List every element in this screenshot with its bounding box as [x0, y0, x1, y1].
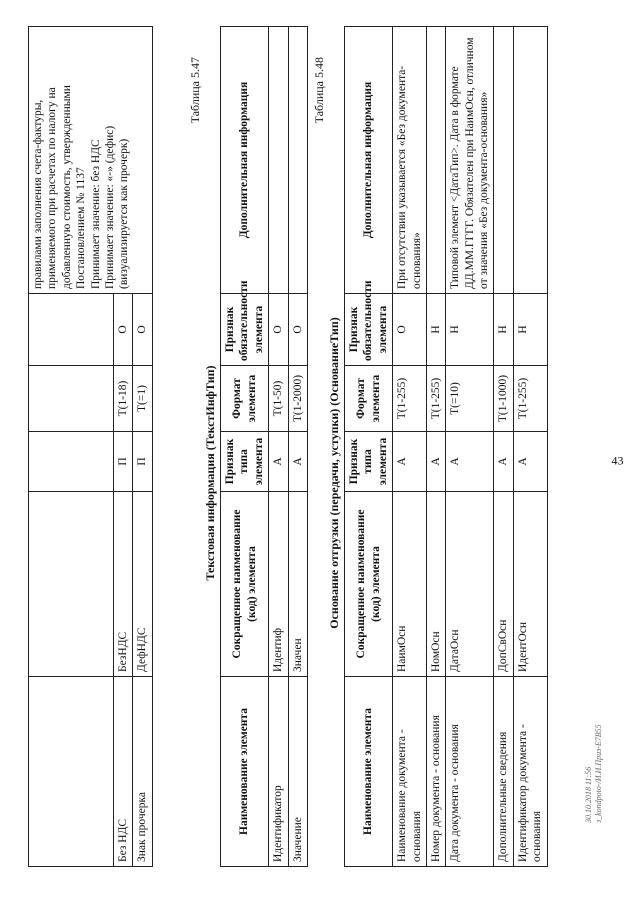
cell-format: T(1-50)	[269, 365, 288, 431]
table-caption: Таблица 5.48	[312, 56, 326, 123]
cell-empty	[29, 293, 114, 365]
cell-format: T(=10)	[446, 365, 494, 431]
header-cell: Признак обязательности элемента	[221, 293, 269, 365]
cell-format: T(1-255)	[513, 365, 547, 431]
stamp-line: 30.10.2018 11:56	[584, 766, 593, 823]
cell-required: Н	[513, 293, 547, 365]
cell-type: А	[393, 431, 427, 491]
cell-type: П	[133, 431, 152, 491]
cell-info: Типовой элемент <ДатаТип>. Дата в формате ДД.ММ.ГГГГ. Обязателен при НаимОсн, отличном от значения «Без документа-основания»	[446, 26, 494, 293]
cell-code: ДатаОсн	[446, 491, 494, 676]
cell-required: Н	[494, 293, 513, 365]
cell-type: А	[446, 431, 494, 491]
header-cell: Наименование элемента	[221, 676, 269, 866]
cell-empty	[29, 431, 114, 491]
cell-info	[494, 26, 513, 293]
cell-format: T(1-255)	[426, 365, 445, 431]
cell-name: Идентификатор документа - основания	[513, 676, 547, 866]
table-5-48	[344, 26, 548, 867]
cell-format: T(1-18)	[114, 365, 133, 431]
cell-format: T(1-2000)	[288, 365, 307, 431]
cell-required: О	[133, 293, 152, 365]
cell-name: Дата документа - основания	[446, 676, 494, 866]
info-line: (визуализируется как прочерк)	[118, 138, 131, 289]
cell-required: О	[288, 293, 307, 365]
cell-type: А	[513, 431, 547, 491]
table-row	[494, 26, 513, 866]
cell-code: БезНДС	[114, 491, 133, 676]
document-stamp	[584, 724, 604, 823]
cell-name: Дополнительные сведения	[494, 676, 513, 866]
cell-code: ИдентОсн	[513, 491, 547, 676]
header-cell: Наименование элемента	[345, 676, 393, 866]
cell-info	[29, 26, 153, 293]
cell-type: П	[114, 431, 133, 491]
table-caption: Таблица 5.47	[188, 56, 202, 123]
table-row	[446, 26, 494, 866]
cell-name: Знак прочерка	[133, 676, 152, 866]
table-5-47	[220, 26, 308, 867]
header-cell: Сокращенное наименование (код) элемента	[221, 491, 269, 676]
cell-type: А	[288, 431, 307, 491]
stamp-line: з_kondpoto-/И.И.Приз-E7B55	[594, 723, 603, 823]
cell-format: T(=1)	[133, 365, 152, 431]
header-cell: Дополнительная информация	[221, 26, 269, 293]
cell-type: А	[269, 431, 288, 491]
info-line: правилами заполнения счета-фактуры,	[32, 99, 44, 289]
cell-required: Н	[446, 293, 494, 365]
cell-empty	[29, 491, 114, 676]
header-cell: Дополнительная информация	[345, 26, 393, 293]
cell-type: А	[426, 431, 445, 491]
cell-required: О	[269, 293, 288, 365]
cell-name: Наименование документа - основания	[393, 676, 427, 866]
header-cell: Сокращенное наименование (код) элемента	[345, 491, 393, 676]
cell-name: Номер документа - основания	[426, 676, 445, 866]
cell-name: Без НДС	[114, 676, 133, 866]
cell-code: Идентиф	[269, 491, 288, 676]
header-cell: Признак обязательности элемента	[345, 293, 393, 365]
cell-info	[288, 26, 307, 293]
table-row	[29, 26, 114, 866]
page-number: 43	[611, 453, 624, 467]
table-header-row	[221, 26, 269, 866]
table-continuation	[28, 26, 153, 867]
cell-format: T(1-255)	[393, 365, 427, 431]
cell-required: Н	[426, 293, 445, 365]
info-line: применяемого при расчетах по налогу на	[46, 86, 59, 289]
cell-required: О	[114, 293, 133, 365]
info-line: Постановлением № 1137	[75, 166, 88, 289]
cell-info	[269, 26, 288, 293]
info-line: Принимает значение: без НДС	[89, 138, 102, 289]
table-title: Основание отгрузки (передачи, уступки) (ОснованиеТип)	[327, 316, 341, 629]
cell-code: НаимОсн	[393, 491, 427, 676]
cell-required: О	[393, 293, 427, 365]
header-cell: Формат элемента	[345, 365, 393, 431]
cell-empty	[29, 676, 114, 866]
rotated-page	[20, 13, 624, 893]
cell-info	[513, 26, 547, 293]
cell-name: Идентификатор	[269, 676, 288, 866]
table-row	[288, 26, 307, 866]
table-row	[269, 26, 288, 866]
table-row	[426, 26, 445, 866]
cell-type: А	[494, 431, 513, 491]
cell-code: НомОсн	[426, 491, 445, 676]
table-row	[513, 26, 547, 866]
cell-code: ДефНДС	[133, 491, 152, 676]
header-cell: Формат элемента	[221, 365, 269, 431]
cell-name: Значение	[288, 676, 307, 866]
cell-code: Значен	[288, 491, 307, 676]
header-cell: Признак типа элемента	[221, 431, 269, 491]
cell-info: При отсутствии указывается «Без документа-основания»	[393, 26, 427, 293]
table-row	[393, 26, 427, 866]
info-line: добавленную стоимость, утвержденными	[60, 84, 73, 289]
cell-code: ДопСвОсн	[494, 491, 513, 676]
cell-empty	[29, 365, 114, 431]
table-title: Текстовая информация (ТекстИнфТип)	[203, 364, 217, 581]
table-header-row	[345, 26, 393, 866]
info-line: Принимает значение: «-» (дефис)	[103, 125, 116, 289]
cell-info	[426, 26, 445, 293]
cell-format: T(1-1000)	[494, 365, 513, 431]
header-cell: Признак типа элемента	[345, 431, 393, 491]
